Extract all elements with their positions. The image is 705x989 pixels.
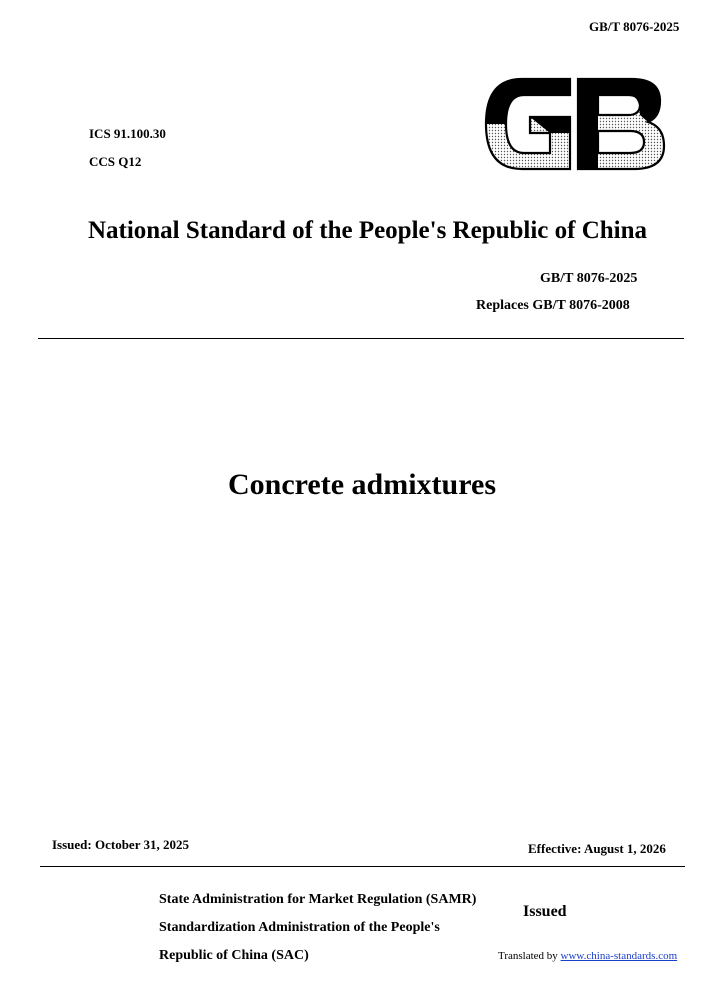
bottom-divider — [40, 866, 685, 867]
issued-label: Issued — [523, 903, 567, 920]
authority-line-1: State Administration for Market Regulation (SAMR) — [159, 892, 477, 907]
translator-link[interactable]: www.china-standards.com — [560, 950, 678, 962]
header-standard-code: GB/T 8076-2025 — [589, 19, 680, 34]
top-divider — [38, 338, 684, 339]
replaces-standard: Replaces GB/T 8076-2008 — [476, 298, 630, 313]
document-title: Concrete admixtures — [227, 468, 496, 501]
translation-credit — [498, 950, 677, 962]
ccs-code: CCS Q12 — [89, 154, 142, 169]
logo-letter-b — [578, 79, 664, 169]
translated-prefix: Translated by — [498, 950, 558, 962]
effective-date: Effective: August 1, 2026 — [528, 841, 666, 856]
standard-number: GB/T 8076-2025 — [540, 271, 638, 286]
issued-date: Issued: October 31, 2025 — [52, 837, 189, 852]
ics-code: ICS 91.100.30 — [89, 126, 166, 141]
logo-letter-g — [486, 79, 570, 169]
gb-logo — [482, 75, 668, 173]
authority-line-3: Republic of China (SAC) — [159, 948, 309, 963]
national-standard-title: National Standard of the People's Republic of China — [87, 217, 648, 244]
authority-line-2: Standardization Administration of the People's — [159, 920, 440, 935]
